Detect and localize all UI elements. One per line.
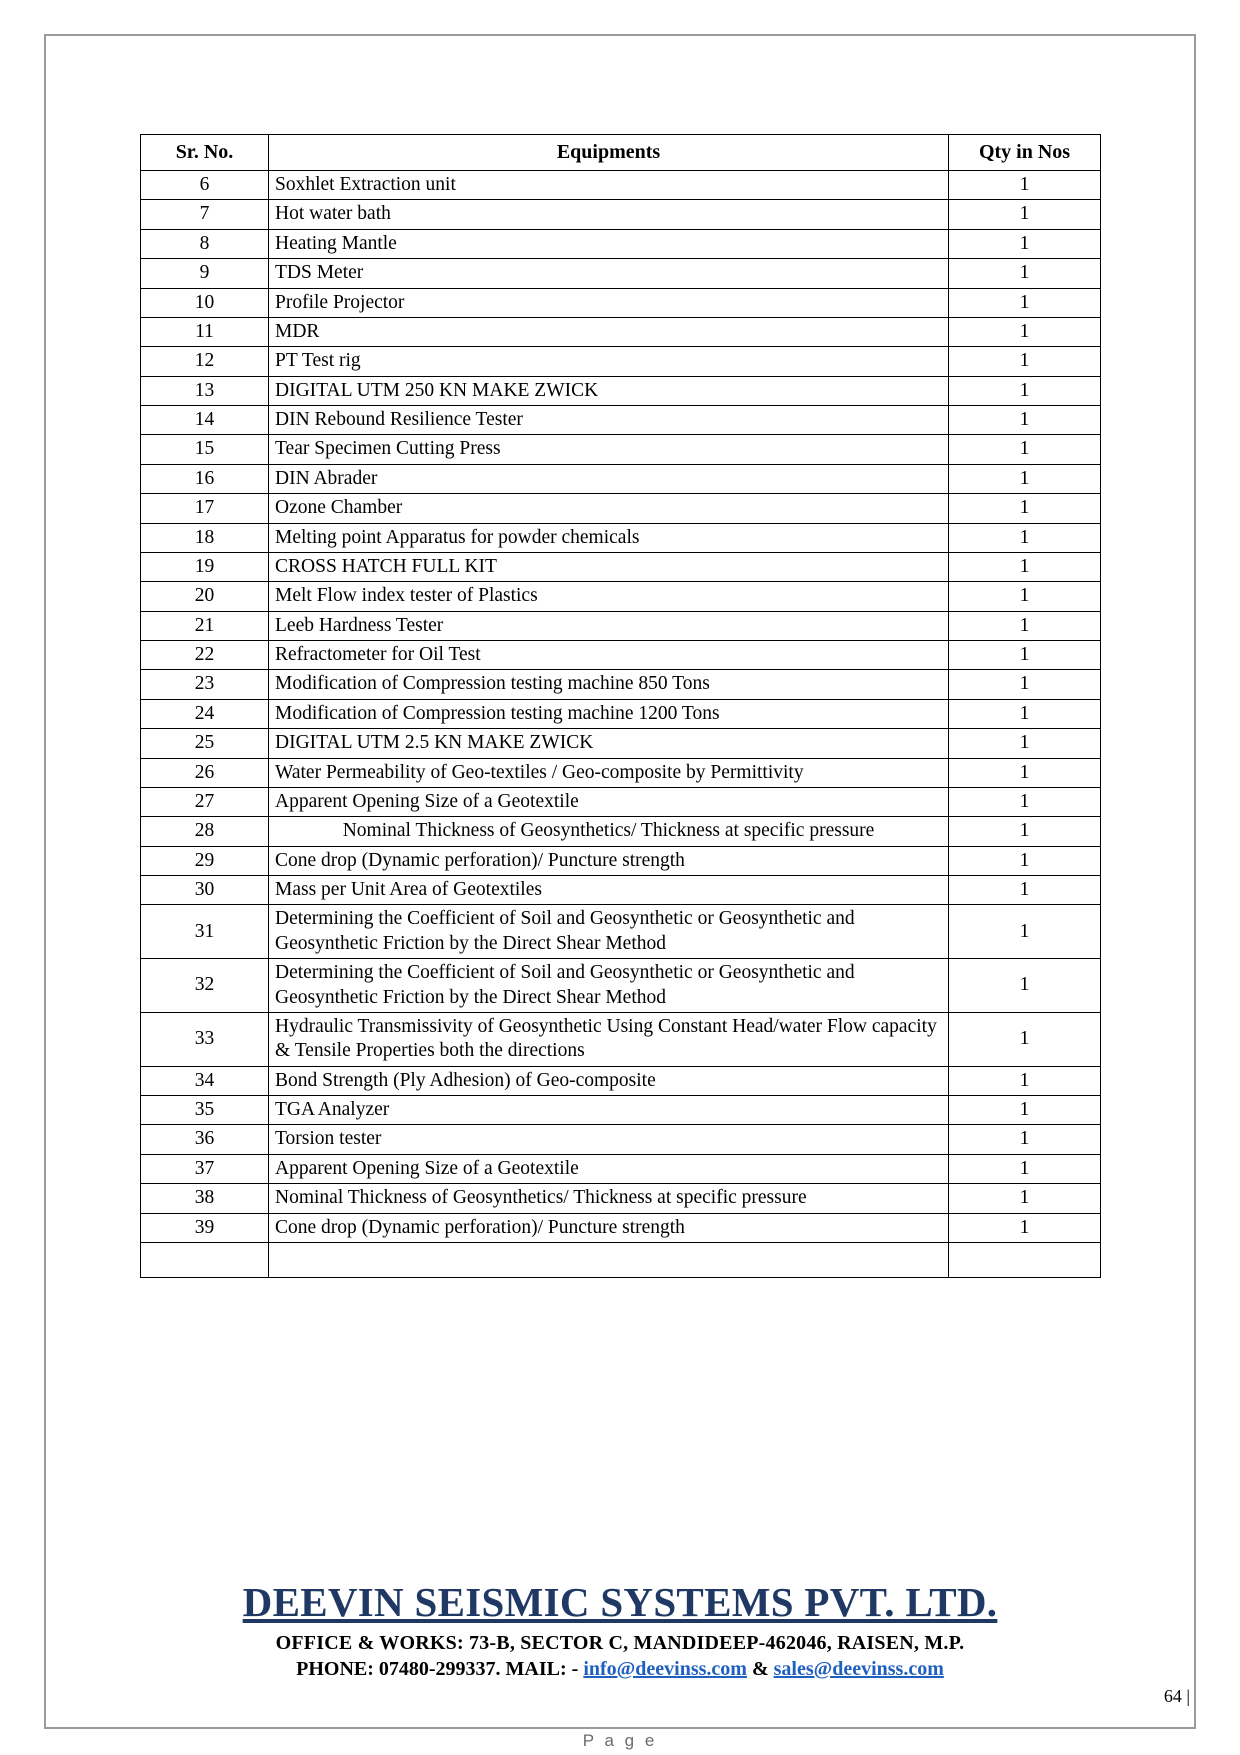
cell-qty — [949, 1242, 1101, 1277]
cell-equipment: DIGITAL UTM 250 KN MAKE ZWICK — [269, 376, 949, 405]
cell-qty: 1 — [949, 611, 1101, 640]
cell-equipment: MDR — [269, 317, 949, 346]
table-row — [141, 376, 1101, 405]
cell-qty: 1 — [949, 905, 1101, 959]
page-footer — [0, 1578, 1240, 1681]
table-row — [141, 288, 1101, 317]
cell-equipment: TGA Analyzer — [269, 1096, 949, 1125]
cell-qty: 1 — [949, 494, 1101, 523]
cell-equipment: Modification of Compression testing machine 850 Tons — [269, 670, 949, 699]
cell-equipment: Melting point Apparatus for powder chemicals — [269, 523, 949, 552]
cell-sr-no: 11 — [141, 317, 269, 346]
cell-equipment: Cone drop (Dynamic perforation)/ Puncture strength — [269, 846, 949, 875]
company-contact — [0, 1658, 1240, 1681]
table-row — [141, 729, 1101, 758]
cell-equipment — [269, 1242, 949, 1277]
cell-qty: 1 — [949, 259, 1101, 288]
table-header — [141, 135, 1101, 171]
cell-sr-no: 27 — [141, 787, 269, 816]
cell-qty: 1 — [949, 729, 1101, 758]
cell-sr-no: 20 — [141, 582, 269, 611]
table-row — [141, 876, 1101, 905]
cell-equipment: PT Test rig — [269, 347, 949, 376]
cell-equipment: Determining the Coefficient of Soil and Geosynthetic or Geosynthetic and Geosynthetic Friction by the Direct Shear Method — [269, 959, 949, 1013]
table-row — [141, 1066, 1101, 1095]
cell-sr-no — [141, 1242, 269, 1277]
cell-qty: 1 — [949, 464, 1101, 493]
table-body — [141, 171, 1101, 1278]
email-link-sales[interactable]: sales@deevinss.com — [773, 1658, 944, 1680]
cell-equipment: Hydraulic Transmissivity of Geosynthetic Using Constant Head/water Flow capacity & Tensile Properties both the directions — [269, 1012, 949, 1066]
cell-qty: 1 — [949, 1154, 1101, 1183]
cell-equipment: DIGITAL UTM 2.5 KN MAKE ZWICK — [269, 729, 949, 758]
cell-qty: 1 — [949, 523, 1101, 552]
table-row — [141, 611, 1101, 640]
table-row — [141, 200, 1101, 229]
cell-qty: 1 — [949, 670, 1101, 699]
cell-sr-no: 14 — [141, 406, 269, 435]
page-label: P a g e — [582, 1731, 658, 1750]
cell-qty: 1 — [949, 347, 1101, 376]
cell-qty: 1 — [949, 288, 1101, 317]
table-row — [141, 959, 1101, 1013]
table-row — [141, 552, 1101, 581]
cell-qty: 1 — [949, 758, 1101, 787]
table-row — [141, 523, 1101, 552]
table-row — [141, 582, 1101, 611]
cell-qty: 1 — [949, 876, 1101, 905]
table-row — [141, 670, 1101, 699]
cell-equipment: Mass per Unit Area of Geotextiles — [269, 876, 949, 905]
cell-sr-no: 9 — [141, 259, 269, 288]
table-row — [141, 229, 1101, 258]
cell-qty: 1 — [949, 406, 1101, 435]
cell-qty: 1 — [949, 959, 1101, 1013]
cell-qty: 1 — [949, 171, 1101, 200]
cell-sr-no: 13 — [141, 376, 269, 405]
email-separator: & — [746, 1658, 774, 1680]
table-row — [141, 1096, 1101, 1125]
table-row — [141, 787, 1101, 816]
cell-equipment: Soxhlet Extraction unit — [269, 171, 949, 200]
equipments-table — [140, 134, 1101, 1278]
table-row — [141, 699, 1101, 728]
cell-sr-no: 17 — [141, 494, 269, 523]
table-row — [141, 494, 1101, 523]
phone-label: PHONE: 07480-299337. MAIL: - — [296, 1658, 584, 1680]
cell-equipment: Hot water bath — [269, 200, 949, 229]
cell-sr-no: 15 — [141, 435, 269, 464]
table-row — [141, 846, 1101, 875]
column-header-qty: Qty in Nos — [949, 135, 1101, 171]
table-row — [141, 817, 1101, 846]
cell-sr-no: 30 — [141, 876, 269, 905]
cell-sr-no: 16 — [141, 464, 269, 493]
cell-equipment: Nominal Thickness of Geosynthetics/ Thickness at specific pressure — [269, 817, 949, 846]
cell-sr-no: 28 — [141, 817, 269, 846]
cell-equipment: Refractometer for Oil Test — [269, 641, 949, 670]
cell-equipment: Nominal Thickness of Geosynthetics/ Thickness at specific pressure — [269, 1184, 949, 1213]
table-row — [141, 259, 1101, 288]
cell-equipment: DIN Abrader — [269, 464, 949, 493]
cell-sr-no: 35 — [141, 1096, 269, 1125]
cell-equipment: Apparent Opening Size of a Geotextile — [269, 787, 949, 816]
company-address: OFFICE & WORKS: 73-B, SECTOR C, MANDIDEEP-462046, RAISEN, M.P. — [275, 1632, 965, 1654]
cell-qty: 1 — [949, 317, 1101, 346]
cell-equipment: Leeb Hardness Tester — [269, 611, 949, 640]
email-link-info[interactable]: info@deevinss.com — [583, 1658, 747, 1680]
cell-sr-no: 23 — [141, 670, 269, 699]
table-row — [141, 1242, 1101, 1277]
cell-equipment: Profile Projector — [269, 288, 949, 317]
cell-qty: 1 — [949, 1213, 1101, 1242]
column-header-sr-no: Sr. No. — [141, 135, 269, 171]
cell-sr-no: 12 — [141, 347, 269, 376]
column-header-equipments: Equipments — [269, 135, 949, 171]
cell-equipment: Heating Mantle — [269, 229, 949, 258]
cell-qty: 1 — [949, 641, 1101, 670]
cell-sr-no: 10 — [141, 288, 269, 317]
cell-equipment: DIN Rebound Resilience Tester — [269, 406, 949, 435]
cell-sr-no: 21 — [141, 611, 269, 640]
table-row — [141, 435, 1101, 464]
table-row — [141, 1154, 1101, 1183]
cell-equipment: Melt Flow index tester of Plastics — [269, 582, 949, 611]
cell-equipment: CROSS HATCH FULL KIT — [269, 552, 949, 581]
cell-sr-no: 38 — [141, 1184, 269, 1213]
cell-sr-no: 39 — [141, 1213, 269, 1242]
cell-equipment: Cone drop (Dynamic perforation)/ Puncture strength — [269, 1213, 949, 1242]
cell-qty: 1 — [949, 376, 1101, 405]
cell-sr-no: 6 — [141, 171, 269, 200]
cell-qty: 1 — [949, 200, 1101, 229]
cell-sr-no: 25 — [141, 729, 269, 758]
cell-qty: 1 — [949, 1066, 1101, 1095]
cell-sr-no: 7 — [141, 200, 269, 229]
table-row — [141, 905, 1101, 959]
cell-equipment: Apparent Opening Size of a Geotextile — [269, 1154, 949, 1183]
cell-equipment: Tear Specimen Cutting Press — [269, 435, 949, 464]
cell-equipment: Determining the Coefficient of Soil and Geosynthetic or Geosynthetic and Geosynthetic Friction by the Direct Shear Method — [269, 905, 949, 959]
cell-qty: 1 — [949, 582, 1101, 611]
table-row — [141, 317, 1101, 346]
cell-sr-no: 36 — [141, 1125, 269, 1154]
page-number: 64 | — [1163, 1686, 1190, 1706]
cell-qty: 1 — [949, 846, 1101, 875]
cell-equipment: Ozone Chamber — [269, 494, 949, 523]
cell-equipment: Torsion tester — [269, 1125, 949, 1154]
cell-sr-no: 24 — [141, 699, 269, 728]
page-content — [140, 34, 1100, 1278]
cell-sr-no: 26 — [141, 758, 269, 787]
table-row — [141, 758, 1101, 787]
cell-sr-no: 18 — [141, 523, 269, 552]
table-row — [141, 1213, 1101, 1242]
cell-qty: 1 — [949, 699, 1101, 728]
table-row — [141, 347, 1101, 376]
cell-qty: 1 — [949, 817, 1101, 846]
cell-sr-no: 37 — [141, 1154, 269, 1183]
table-row — [141, 641, 1101, 670]
table-row — [141, 464, 1101, 493]
cell-qty: 1 — [949, 1125, 1101, 1154]
cell-qty: 1 — [949, 1012, 1101, 1066]
table-row — [141, 1184, 1101, 1213]
cell-qty: 1 — [949, 552, 1101, 581]
cell-sr-no: 32 — [141, 959, 269, 1013]
cell-sr-no: 19 — [141, 552, 269, 581]
cell-equipment: Modification of Compression testing machine 1200 Tons — [269, 699, 949, 728]
cell-sr-no: 22 — [141, 641, 269, 670]
cell-sr-no: 33 — [141, 1012, 269, 1066]
cell-qty: 1 — [949, 229, 1101, 258]
table-row — [141, 1012, 1101, 1066]
cell-equipment: Bond Strength (Ply Adhesion) of Geo-composite — [269, 1066, 949, 1095]
table-header-row — [141, 135, 1101, 171]
cell-equipment: Water Permeability of Geo-textiles / Geo-composite by Permittivity — [269, 758, 949, 787]
company-name: DEEVIN SEISMIC SYSTEMS PVT. LTD. — [242, 1579, 998, 1625]
cell-equipment: TDS Meter — [269, 259, 949, 288]
table-row — [141, 406, 1101, 435]
cell-sr-no: 34 — [141, 1066, 269, 1095]
cell-qty: 1 — [949, 787, 1101, 816]
cell-sr-no: 31 — [141, 905, 269, 959]
cell-qty: 1 — [949, 435, 1101, 464]
table-row — [141, 171, 1101, 200]
cell-qty: 1 — [949, 1096, 1101, 1125]
table-row — [141, 1125, 1101, 1154]
cell-sr-no: 8 — [141, 229, 269, 258]
cell-sr-no: 29 — [141, 846, 269, 875]
cell-qty: 1 — [949, 1184, 1101, 1213]
